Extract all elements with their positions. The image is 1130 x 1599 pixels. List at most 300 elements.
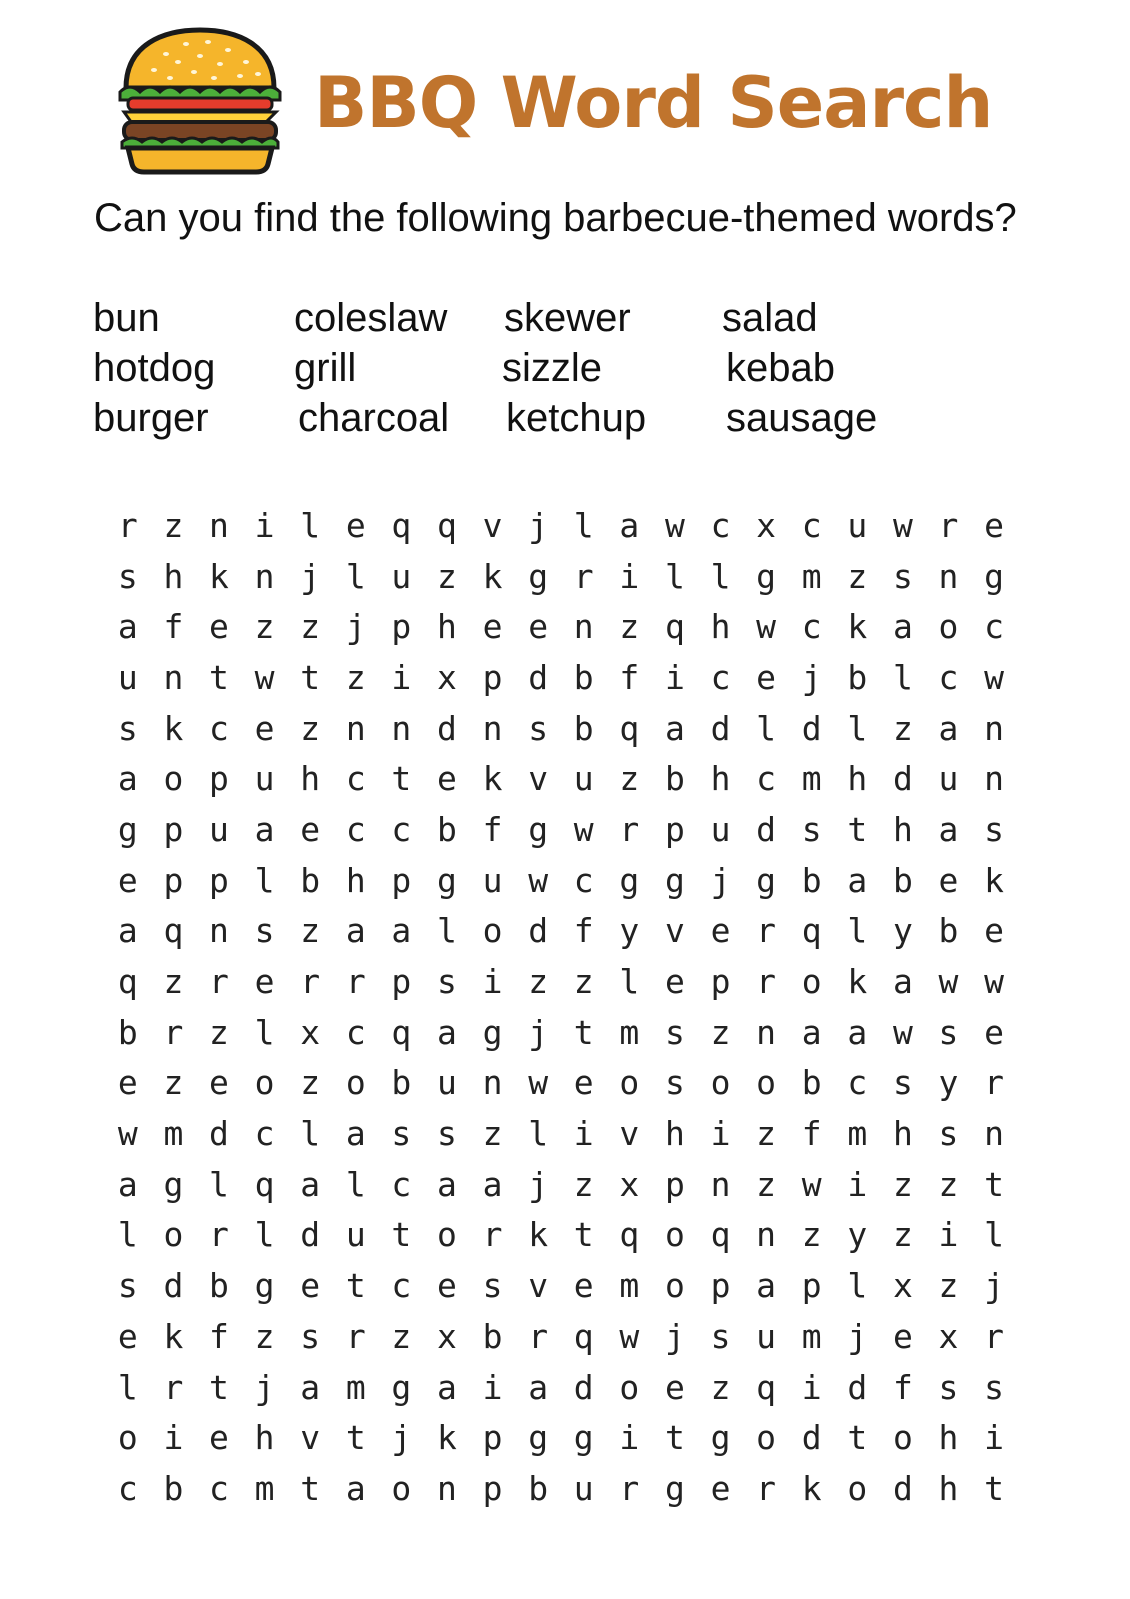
grid-letter: w bbox=[619, 1316, 640, 1356]
grid-letter: m bbox=[619, 1012, 640, 1052]
grid-letter: t bbox=[984, 1468, 1005, 1508]
grid-letter: z bbox=[892, 1215, 913, 1255]
grid-letter: s bbox=[117, 1266, 138, 1306]
grid-letter: g bbox=[528, 556, 549, 596]
grid-letter: p bbox=[664, 809, 685, 849]
grid-letter: w bbox=[664, 505, 685, 545]
grid-letter: b bbox=[573, 708, 594, 748]
grid-letter: s bbox=[300, 1316, 321, 1356]
grid-letter: k bbox=[847, 607, 868, 647]
grid-letter: f bbox=[619, 657, 640, 697]
grid-letter: d bbox=[801, 1418, 822, 1458]
grid-letter: d bbox=[528, 657, 549, 697]
grid-letter: q bbox=[801, 911, 822, 951]
grid-letter: x bbox=[437, 1316, 457, 1356]
grid-letter: z bbox=[710, 1367, 731, 1407]
grid-letter: d bbox=[163, 1266, 184, 1306]
grid-letter: o bbox=[254, 1063, 275, 1103]
grid-letter: r bbox=[482, 1215, 503, 1255]
grid-letter: g bbox=[391, 1367, 412, 1407]
grid-letter: h bbox=[437, 607, 457, 647]
grid-letter: l bbox=[117, 1215, 138, 1255]
grid-letter: r bbox=[984, 1316, 1005, 1356]
grid-letter: k bbox=[528, 1215, 549, 1255]
grid-letter: s bbox=[391, 1114, 412, 1154]
grid-letter: z bbox=[573, 1164, 594, 1204]
letter-grid bbox=[105, 500, 1017, 1514]
grid-letter: p bbox=[710, 1266, 731, 1306]
grid-letter: c bbox=[573, 860, 594, 900]
grid-letter: c bbox=[117, 1468, 138, 1508]
grid-letter: i bbox=[482, 1367, 503, 1407]
grid-letter: c bbox=[391, 1266, 412, 1306]
grid-letter: o bbox=[619, 1367, 640, 1407]
grid-letter: o bbox=[482, 911, 503, 951]
grid-letter: d bbox=[437, 708, 457, 748]
grid-letter: g bbox=[437, 860, 457, 900]
grid-letter: g bbox=[756, 860, 777, 900]
grid-letter: a bbox=[938, 708, 959, 748]
grid-letter: z bbox=[801, 1215, 822, 1255]
grid-letter: p bbox=[482, 1418, 503, 1458]
grid-letter: q bbox=[756, 1367, 777, 1407]
grid-letter: c bbox=[345, 759, 366, 799]
grid-letter: i bbox=[391, 657, 412, 697]
grid-letter: r bbox=[573, 556, 594, 596]
grid-letter: m bbox=[801, 556, 822, 596]
grid-letter: r bbox=[756, 1468, 777, 1508]
grid-letter: d bbox=[209, 1114, 229, 1154]
grid-letter: o bbox=[892, 1418, 913, 1458]
grid-letter: t bbox=[391, 1215, 412, 1255]
grid-letter: l bbox=[300, 505, 321, 545]
word-item: sizzle bbox=[502, 346, 603, 390]
grid-letter: m bbox=[619, 1266, 640, 1306]
grid-letter: e bbox=[984, 911, 1005, 951]
grid-letter: n bbox=[938, 556, 959, 596]
grid-letter: l bbox=[117, 1367, 138, 1407]
grid-letter: g bbox=[254, 1266, 275, 1306]
grid-letter: q bbox=[163, 911, 184, 951]
grid-letter: n bbox=[984, 1114, 1005, 1154]
grid-letter: r bbox=[117, 505, 138, 545]
grid-letter: p bbox=[163, 809, 184, 849]
grid-letter: u bbox=[756, 1316, 777, 1356]
grid-letter: s bbox=[892, 1063, 913, 1103]
grid-letter: g bbox=[664, 1468, 685, 1508]
grid-letter: p bbox=[482, 1468, 503, 1508]
grid-letter: o bbox=[801, 962, 822, 1002]
grid-letter: d bbox=[847, 1367, 868, 1407]
grid-letter: t bbox=[391, 759, 412, 799]
word-item: charcoal bbox=[298, 396, 450, 440]
grid-letter: b bbox=[573, 657, 594, 697]
grid-letter: z bbox=[847, 556, 868, 596]
grid-letter: z bbox=[163, 962, 184, 1002]
grid-letter: q bbox=[391, 505, 412, 545]
grid-letter: s bbox=[710, 1316, 731, 1356]
grid-letter: k bbox=[847, 962, 868, 1002]
grid-letter: l bbox=[847, 1266, 868, 1306]
grid-letter: b bbox=[528, 1468, 549, 1508]
grid-letter: r bbox=[528, 1316, 549, 1356]
grid-letter: e bbox=[573, 1063, 594, 1103]
word-item: bun bbox=[93, 296, 160, 340]
grid-letter: z bbox=[619, 759, 640, 799]
grid-letter: z bbox=[938, 1164, 959, 1204]
grid-letter: o bbox=[391, 1468, 412, 1508]
grid-letter: z bbox=[345, 657, 366, 697]
grid-letter: a bbox=[345, 911, 366, 951]
grid-letter: e bbox=[300, 809, 321, 849]
grid-letter: b bbox=[938, 911, 959, 951]
grid-letter: r bbox=[163, 1367, 184, 1407]
grid-letter: z bbox=[528, 962, 549, 1002]
grid-letter: q bbox=[619, 1215, 640, 1255]
grid-letter: w bbox=[938, 962, 959, 1002]
grid-letter: t bbox=[300, 657, 321, 697]
grid-letter: m bbox=[254, 1468, 275, 1508]
word-item: sausage bbox=[726, 396, 878, 440]
grid-letter: e bbox=[756, 657, 777, 697]
grid-letter: g bbox=[528, 809, 549, 849]
grid-letter: q bbox=[437, 505, 457, 545]
grid-letter: t bbox=[847, 1418, 868, 1458]
grid-letter: o bbox=[664, 1266, 685, 1306]
grid-letter: p bbox=[664, 1164, 685, 1204]
grid-letter: e bbox=[209, 607, 229, 647]
grid-letter: c bbox=[209, 708, 229, 748]
grid-letter: l bbox=[437, 911, 457, 951]
grid-letter: c bbox=[801, 505, 822, 545]
grid-letter: k bbox=[482, 759, 503, 799]
grid-letter: t bbox=[847, 809, 868, 849]
grid-letter: j bbox=[984, 1266, 1005, 1306]
grid-letter: r bbox=[619, 809, 640, 849]
grid-letter: g bbox=[664, 860, 685, 900]
grid-letter: d bbox=[801, 708, 822, 748]
grid-letter: i bbox=[710, 1114, 731, 1154]
grid-letter: n bbox=[482, 1063, 503, 1103]
grid-letter: y bbox=[619, 911, 640, 951]
grid-letter: r bbox=[938, 505, 959, 545]
grid-letter: t bbox=[300, 1468, 321, 1508]
grid-letter: o bbox=[938, 607, 959, 647]
grid-letter: e bbox=[437, 1266, 457, 1306]
grid-letter: e bbox=[573, 1266, 594, 1306]
grid-letter: c bbox=[254, 1114, 275, 1154]
grid-letter: w bbox=[528, 860, 549, 900]
grid-letter: e bbox=[345, 505, 366, 545]
grid-letter: x bbox=[300, 1012, 321, 1052]
grid-letter: p bbox=[801, 1266, 822, 1306]
grid-letter: n bbox=[254, 556, 275, 596]
grid-letter: n bbox=[163, 657, 184, 697]
grid-letter: q bbox=[117, 962, 138, 1002]
grid-letter: j bbox=[528, 1012, 549, 1052]
grid-letter: c bbox=[710, 657, 731, 697]
grid-letter: f bbox=[163, 607, 184, 647]
word-item: skewer bbox=[504, 296, 631, 340]
grid-letter: e bbox=[300, 1266, 321, 1306]
grid-letter: j bbox=[528, 505, 549, 545]
grid-letter: h bbox=[254, 1418, 275, 1458]
grid-letter: o bbox=[756, 1063, 777, 1103]
grid-letter: m bbox=[345, 1367, 366, 1407]
grid-letter: i bbox=[482, 962, 503, 1002]
grid-letter: m bbox=[847, 1114, 868, 1154]
hamburger-icon bbox=[116, 26, 284, 176]
grid-letter: p bbox=[391, 860, 412, 900]
grid-letter: z bbox=[573, 962, 594, 1002]
grid-letter: f bbox=[892, 1367, 913, 1407]
grid-letter: a bbox=[437, 1367, 457, 1407]
grid-letter: s bbox=[938, 1012, 959, 1052]
grid-letter: r bbox=[163, 1012, 184, 1052]
grid-letter: v bbox=[300, 1418, 321, 1458]
grid-letter: t bbox=[664, 1418, 685, 1458]
grid-letter: j bbox=[300, 556, 321, 596]
grid-letter: k bbox=[482, 556, 503, 596]
grid-letter: z bbox=[391, 1316, 412, 1356]
grid-letter: a bbox=[892, 607, 913, 647]
grid-letter: r bbox=[984, 1063, 1005, 1103]
grid-letter: c bbox=[345, 809, 366, 849]
grid-letter: p bbox=[163, 860, 184, 900]
grid-letter: u bbox=[209, 809, 229, 849]
grid-letter: p bbox=[391, 607, 412, 647]
grid-letter: h bbox=[300, 759, 321, 799]
grid-letter: l bbox=[756, 708, 777, 748]
grid-letter: z bbox=[254, 1316, 275, 1356]
grid-letter: u bbox=[938, 759, 959, 799]
grid-letter: u bbox=[345, 1215, 366, 1255]
grid-letter: a bbox=[756, 1266, 777, 1306]
grid-letter: n bbox=[209, 505, 229, 545]
grid-letter: z bbox=[300, 607, 321, 647]
grid-letter: c bbox=[847, 1063, 868, 1103]
grid-letter: g bbox=[573, 1418, 594, 1458]
grid-letter: m bbox=[163, 1114, 184, 1154]
grid-letter: b bbox=[437, 809, 457, 849]
grid-letter: l bbox=[847, 708, 868, 748]
grid-letter: n bbox=[391, 708, 412, 748]
grid-letter: z bbox=[300, 1063, 321, 1103]
grid-letter: f bbox=[482, 809, 503, 849]
grid-letter: k bbox=[163, 708, 184, 748]
word-item: burger bbox=[93, 396, 209, 440]
grid-letter: s bbox=[984, 809, 1005, 849]
grid-letter: y bbox=[892, 911, 913, 951]
word-item: kebab bbox=[726, 346, 835, 390]
grid-letter: o bbox=[847, 1468, 868, 1508]
grid-letter: l bbox=[209, 1164, 229, 1204]
grid-letter: n bbox=[209, 911, 229, 951]
word-item: salad bbox=[722, 296, 818, 340]
grid-letter: n bbox=[984, 708, 1005, 748]
grid-letter: g bbox=[619, 860, 640, 900]
grid-letter: w bbox=[892, 1012, 913, 1052]
grid-letter: h bbox=[664, 1114, 685, 1154]
grid-letter: z bbox=[710, 1012, 731, 1052]
grid-letter: e bbox=[209, 1063, 229, 1103]
grid-letter: z bbox=[300, 911, 321, 951]
word-item: grill bbox=[294, 346, 357, 390]
grid-letter: c bbox=[938, 657, 959, 697]
grid-letter: a bbox=[847, 1012, 868, 1052]
grid-letter: v bbox=[619, 1114, 640, 1154]
grid-letter: u bbox=[254, 759, 275, 799]
grid-letter: s bbox=[938, 1114, 959, 1154]
grid-letter: s bbox=[664, 1063, 685, 1103]
grid-letter: q bbox=[391, 1012, 412, 1052]
grid-letter: e bbox=[984, 505, 1005, 545]
grid-letter: t bbox=[209, 657, 229, 697]
grid-letter: z bbox=[756, 1114, 777, 1154]
grid-letter: r bbox=[619, 1468, 640, 1508]
grid-letter: s bbox=[254, 911, 275, 951]
grid-letter: b bbox=[300, 860, 321, 900]
grid-letter: q bbox=[710, 1215, 731, 1255]
grid-letter: z bbox=[756, 1164, 777, 1204]
grid-letter: z bbox=[209, 1012, 229, 1052]
grid-letter: w bbox=[117, 1114, 138, 1154]
grid-letter: z bbox=[254, 607, 275, 647]
grid-letter: z bbox=[892, 1164, 913, 1204]
grid-letter: s bbox=[892, 556, 913, 596]
grid-letter: a bbox=[847, 860, 868, 900]
grid-letter: x bbox=[619, 1164, 640, 1204]
grid-letter: r bbox=[756, 962, 777, 1002]
grid-letter: p bbox=[710, 962, 731, 1002]
grid-letter: c bbox=[345, 1012, 366, 1052]
grid-letter: t bbox=[209, 1367, 229, 1407]
grid-letter: i bbox=[254, 505, 275, 545]
grid-letter: h bbox=[892, 809, 913, 849]
grid-letter: g bbox=[482, 1012, 503, 1052]
grid-letter: w bbox=[892, 505, 913, 545]
grid-letter: r bbox=[345, 1316, 366, 1356]
grid-letter: x bbox=[892, 1266, 913, 1306]
grid-letter: i bbox=[163, 1418, 184, 1458]
grid-letter: s bbox=[528, 708, 549, 748]
grid-letter: e bbox=[254, 708, 275, 748]
grid-letter: r bbox=[300, 962, 321, 1002]
grid-letter: h bbox=[710, 759, 731, 799]
grid-letter: a bbox=[345, 1114, 366, 1154]
grid-letter: q bbox=[254, 1164, 275, 1204]
grid-letter: j bbox=[254, 1367, 275, 1407]
grid-letter: d bbox=[710, 708, 731, 748]
grid-letter: g bbox=[163, 1164, 184, 1204]
grid-letter: c bbox=[710, 505, 731, 545]
grid-letter: k bbox=[801, 1468, 822, 1508]
grid-letter: l bbox=[345, 1164, 366, 1204]
grid-letter: a bbox=[391, 911, 412, 951]
grid-letter: p bbox=[482, 657, 503, 697]
grid-letter: z bbox=[437, 556, 457, 596]
grid-letter: n bbox=[482, 708, 503, 748]
grid-letter: k bbox=[209, 556, 229, 596]
grid-letter: q bbox=[664, 607, 685, 647]
grid-letter: i bbox=[619, 1418, 640, 1458]
grid-letter: o bbox=[756, 1418, 777, 1458]
grid-letter: s bbox=[984, 1367, 1005, 1407]
grid-letter: e bbox=[710, 1468, 731, 1508]
grid-letter: y bbox=[938, 1063, 959, 1103]
grid-letter: r bbox=[756, 911, 777, 951]
grid-letter: e bbox=[938, 860, 959, 900]
grid-letter: g bbox=[984, 556, 1005, 596]
grid-letter: a bbox=[117, 911, 138, 951]
grid-letter: x bbox=[437, 657, 457, 697]
grid-letter: s bbox=[664, 1012, 685, 1052]
grid-letter: u bbox=[847, 505, 868, 545]
grid-letter: e bbox=[482, 607, 503, 647]
word-item: ketchup bbox=[506, 396, 647, 440]
grid-letter: u bbox=[117, 657, 138, 697]
grid-letter: w bbox=[573, 809, 594, 849]
grid-letter: u bbox=[573, 759, 594, 799]
grid-letter: i bbox=[801, 1367, 822, 1407]
grid-letter: z bbox=[892, 708, 913, 748]
grid-letter: n bbox=[756, 1012, 777, 1052]
grid-letter: z bbox=[300, 708, 321, 748]
grid-letter: d bbox=[528, 911, 549, 951]
grid-letter: b bbox=[801, 1063, 822, 1103]
grid-letter: l bbox=[710, 556, 731, 596]
grid-letter: l bbox=[573, 505, 594, 545]
grid-letter: b bbox=[163, 1468, 184, 1508]
grid-letter: a bbox=[117, 1164, 138, 1204]
grid-letter: s bbox=[482, 1266, 503, 1306]
grid-letter: t bbox=[345, 1418, 366, 1458]
grid-letter: m bbox=[801, 759, 822, 799]
grid-letter: e bbox=[892, 1316, 913, 1356]
grid-letter: a bbox=[437, 1012, 457, 1052]
grid-letter: o bbox=[117, 1418, 138, 1458]
grid-letter: n bbox=[710, 1164, 731, 1204]
grid-letter: g bbox=[117, 809, 138, 849]
grid-letter: b bbox=[664, 759, 685, 799]
grid-letter: o bbox=[163, 1215, 184, 1255]
grid-letter: l bbox=[345, 556, 366, 596]
grid-letter: b bbox=[482, 1316, 503, 1356]
grid-letter: f bbox=[573, 911, 594, 951]
grid-letter: c bbox=[756, 759, 777, 799]
grid-letter: c bbox=[801, 607, 822, 647]
grid-letter: e bbox=[984, 1012, 1005, 1052]
grid-letter: t bbox=[573, 1215, 594, 1255]
grid-letter: o bbox=[619, 1063, 640, 1103]
grid-letter: b bbox=[892, 860, 913, 900]
grid-letter: l bbox=[254, 860, 275, 900]
grid-letter: e bbox=[664, 1367, 685, 1407]
grid-letter: n bbox=[437, 1468, 457, 1508]
grid-letter: l bbox=[892, 657, 913, 697]
grid-letter: e bbox=[437, 759, 457, 799]
grid-letter: q bbox=[619, 708, 640, 748]
grid-letter: a bbox=[345, 1468, 366, 1508]
grid-letter: q bbox=[573, 1316, 594, 1356]
grid-letter: i bbox=[847, 1164, 868, 1204]
grid-letter: z bbox=[163, 505, 184, 545]
grid-letter: h bbox=[938, 1468, 959, 1508]
grid-letter: s bbox=[117, 708, 138, 748]
grid-letter: l bbox=[847, 911, 868, 951]
grid-letter: h bbox=[847, 759, 868, 799]
grid-letter: r bbox=[345, 962, 366, 1002]
